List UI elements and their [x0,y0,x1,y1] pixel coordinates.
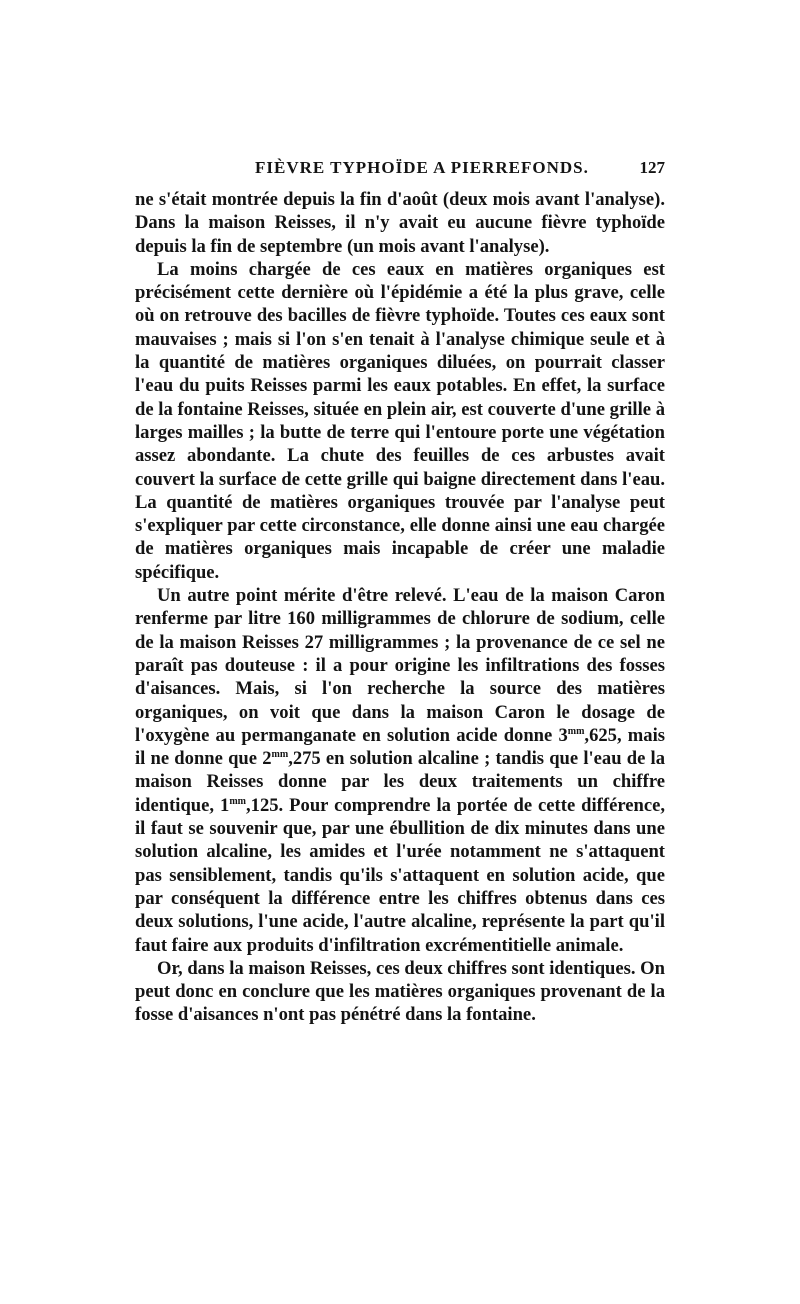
paragraph-3-part-b: ,625, mais il ne donne que 2 [135,724,665,770]
running-title: FIÈVRE TYPHOÏDE A PIERREFONDS. [255,158,589,177]
paragraph-3 [135,584,665,957]
paragraph-2: La moins chargée de ces eaux en matières organiques est précisément cette dernière où l'épidémie a été la plus grave, celle où on retrouve des bacilles de fièvre typhoïde. Toutes ces eaux sont mauvaises ; mais si l'on s'en tenait à l'analyse chimique seule et à la quantité de matières organiques diluées, on pourrait classer l'eau du puits Reisses parmi les eaux potables. En effet, la surface de la fontaine Reisses, située en plein air, est couverte d'une grille à larges mailles ; la butte de terre qui l'entoure porte une végétation assez abondante. La chute des feuilles de ces arbustes avait couvert la surface de cette grille qui baigne directement dans l'eau. La quantité de matières organiques trouvée par l'analyse peut s'expliquer par cette circonstance, elle donne ainsi une eau chargée de matières organiques mais incapable de créer une maladie spécifique. [135,258,665,583]
paragraph-3-part-c: ,275 en solution alcaline ; tandis que l'eau de la maison Reisses donne par les deux traitements un chiffre identique, 1 [135,748,666,816]
paragraph-4: Or, dans la maison Reisses, ces deux chiffres sont identiques. On peut donc en conclure que les matières organiques provenant de la fosse d'aisances n'ont pas pénétré dans la fontaine. [135,957,665,1026]
unit-superscript: mm [271,748,289,760]
page-number: 127 [639,158,665,177]
paragraph-3-part-a: Un autre point mérite d'être relevé. L'eau de la maison Caron renferme par litre 160 milligrammes de chlorure de sodium, celle de la maison Reisses 27 milligrammes ; la provenance de ce sel ne paraît pas douteuse : il a pour origine les infiltrations des fosses d'aisances. Mais, si l'on recherche la source des matières organiques, on voit que dans la maison Caron le dosage de l'oxygène au permanganate en solution acide donne 3 [135,585,665,746]
body-text [135,188,665,1027]
unit-superscript: mm [567,725,585,737]
unit-superscript: mm [229,795,246,807]
paragraph-3-part-d: ,125. Pour comprendre la portée de cette différence, il faut se souvenir que, par une ébullition de dix minutes dans une solution alcaline, les amides et l'urée notamment ne s'attaquent pas sensiblement, tandis qu'ils s'attaquent en solution acide, que par conséquent la différence entre les chiffres obtenus dans ces deux solutions, l'une acide, l'autre alcaline, représente la part qu'il faut faire aux produits d'infiltration excrémentitielle animale. [135,794,665,956]
paragraph-1: ne s'était montrée depuis la fin d'août (deux mois avant l'analyse). Dans la maison Reisses, il n'y avait eu aucune fièvre typhoïde depuis la fin de septembre (un mois avant l'analyse). [135,189,665,257]
page-header [135,158,665,182]
